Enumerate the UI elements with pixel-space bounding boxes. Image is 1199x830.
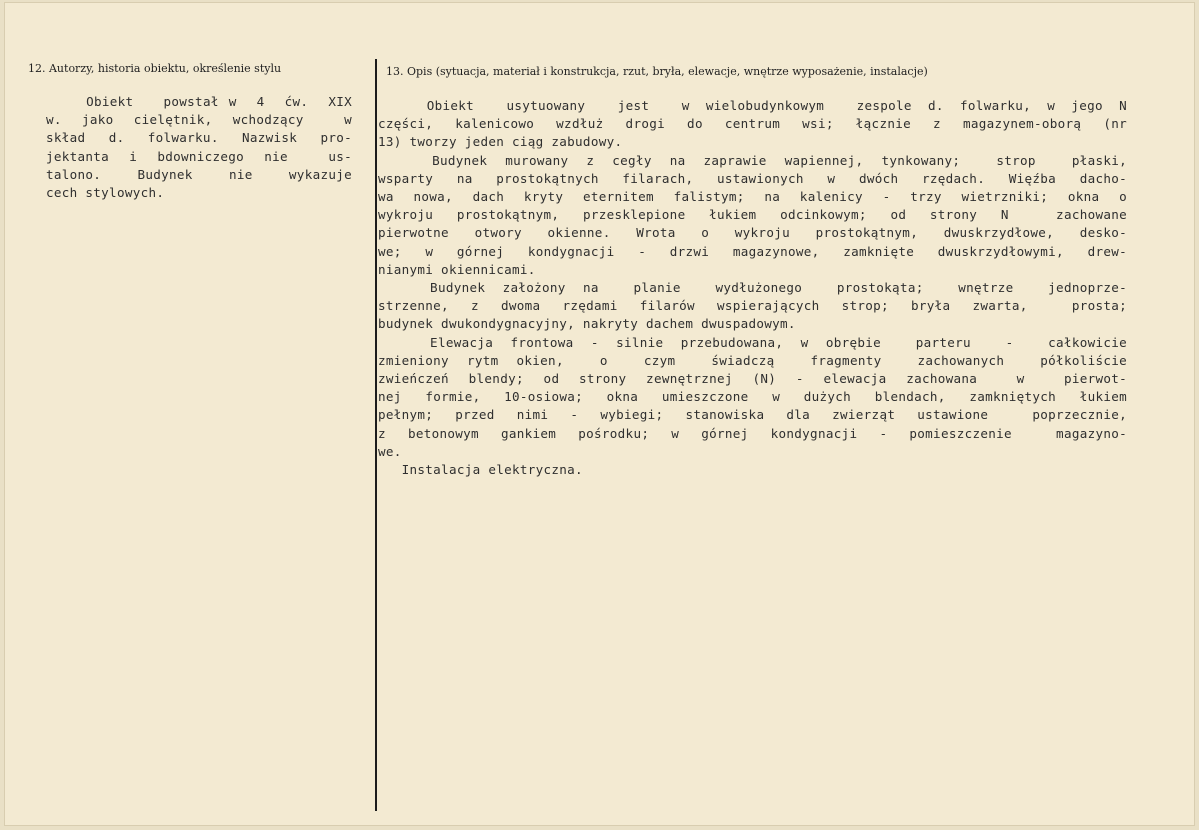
text-line: wsparty na prostokątnych filarach, ustawionych w dwóch rzędach. Więźba dacho- [378,170,1127,186]
text-line: nianymi okiennicami. [378,261,536,277]
text-line: Instalacja elektryczna. [378,462,583,478]
text-line: z betonowym gankiem pośrodku; w górnej kondygnacji - pomieszczenie magazyno- [378,425,1127,441]
text-line: we; w górnej kondygnacji - drzwi magazynowe, zamknięte dwuskrzydłowymi, drew- [378,243,1127,259]
text-line: we. [378,443,402,459]
text-line: jektanta i bdowniczego nie us- [46,148,352,164]
text-line: pełnym; przed nimi - wybiegi; stanowiska dla zwierząt ustawione poprzecznie, [378,407,1127,423]
text-line: części, kalenicowo wzdłuż drogi do centrum wsi; łącznie z magazynem-oborą (nr [378,116,1127,132]
text-line: pierwotne otwory okienne. Wrota o wykroju prostokątnym, dwuskrzydłowe, desko- [378,225,1127,241]
text-line: Obiekt usytuowany jest w wielobudynkowym zespole d. folwarku, w jego N [378,98,1127,113]
text-line: budynek dwukondygnacyjny, nakryty dachem dwuspadowym. [378,316,796,332]
section-13-body [378,97,1127,479]
section-12-heading: 12. Autorzy, historia obiektu, określenie stylu [28,62,282,75]
text-line: skład d. folwarku. Nazwisk pro- [46,130,352,146]
text-line: cech stylowych. [46,185,165,201]
text-line: zmieniony rytm okien, o czym świadczą fragmenty zachowanych półkoliście [378,352,1127,368]
text-line: 13) tworzy jeden ciąg zabudowy. [378,134,623,150]
text-line: strzenne, z dwoma rzędami filarów wspierających strop; bryła zwarta, prosta; [378,298,1127,314]
text-line: Budynek założony na planie wydłużonego prostokąta; wnętrze jednoprze- [378,280,1127,296]
text-line: Elewacja frontowa - silnie przebudowana, w obrębie parteru - całkowicie [378,334,1127,350]
section-12-body [46,93,352,202]
column-divider [375,59,377,811]
text-line: nej formie, 10-osiowa; okna umieszczone w dużych blendach, zamkniętych łukiem [378,389,1127,405]
text-line: wa nowa, dach kryty eternitem falistym; na kalenicy - trzy wietrzniki; okna o [378,189,1127,205]
text-line: wykroju prostokątnym, przesklepione łukiem odcinkowym; od strony N zachowane [378,207,1127,223]
text-line: Obiekt powstał w 4 ćw. XIX [46,94,352,109]
text-line: zwieńczeń blendy; od strony zewnętrznej (N) - elewacja zachowana w pierwot- [378,371,1127,387]
section-13-heading: 13. Opis (sytuacja, materiał i konstrukcja, rzut, bryła, elewacje, wnętrze wyposażenie, instalacje) [386,65,928,78]
text-line: Budynek murowany z cegły na zaprawie wapiennej, tynkowany; strop płaski, [378,152,1127,168]
text-line: w. jako cielętnik, wchodzący w [46,112,352,128]
text-line: talono. Budynek nie wykazuje [46,166,352,182]
